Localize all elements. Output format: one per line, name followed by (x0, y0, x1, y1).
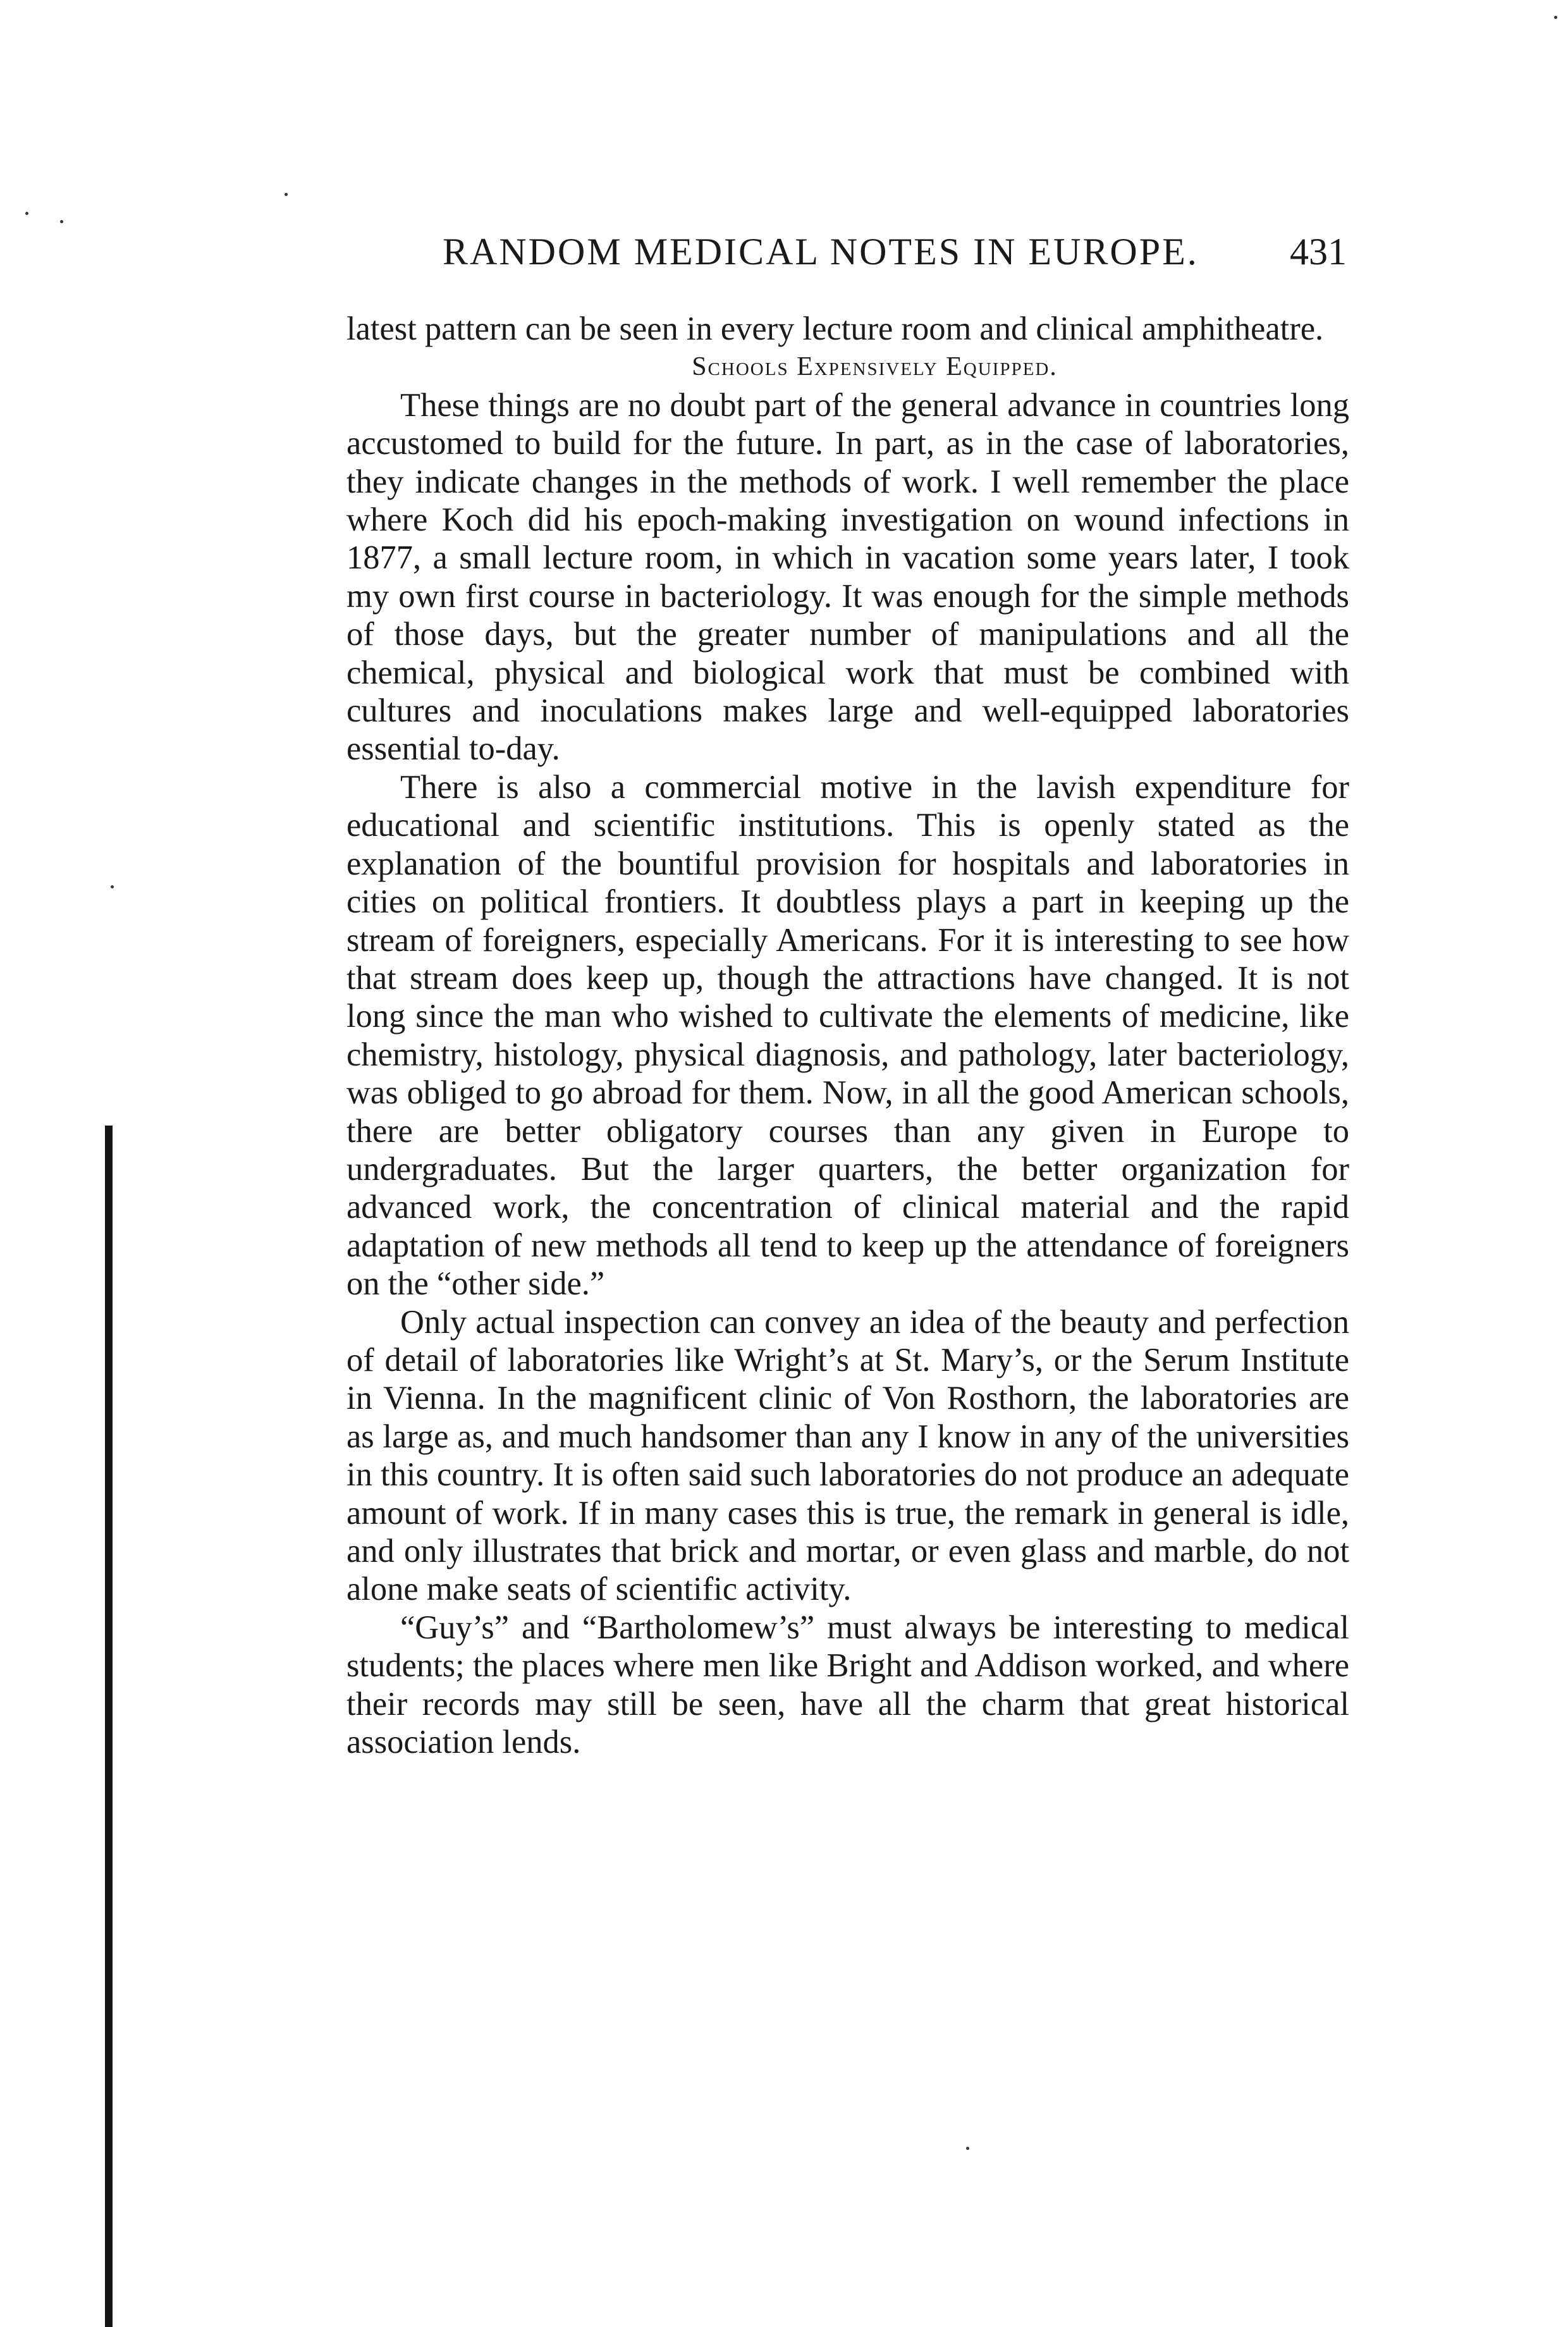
paragraph-guys-bartholomews: “Guy’s” and “Bartholomew’s” must always be interesting to medical students; the places where men like Bright and Addison worked, and where their records may still be seen, have all the charm that great historical association lends. (346, 1609, 1349, 1761)
page-number: 431 (1290, 231, 1347, 273)
paragraph-inspection: Only actual inspection can convey an idea of the beauty and perfection of detail of laboratories like Wright’s at St. Mary’s, or the Serum Institute in Vienna. In the magnificent clinic of Von Rosthorn, the laboratories are as large as, and much handsomer than any I know in any of the universities in this country. It is often said such laboratories do not produce an adequate amount of work. If in many cases this is true, the remark in general is idle, and only illustrates that brick and mortar, or even glass and marble, do not alone make seats of scientific activity. (346, 1303, 1349, 1608)
running-head-title: RANDOM MEDICAL NOTES IN EUROPE. (443, 231, 1199, 273)
body-text (346, 310, 1349, 1761)
paragraph-continued: latest pattern can be seen in every lecture room and clinical amphitheatre. (346, 310, 1324, 347)
paragraph-laboratories: These things are no doubt part of the general advance in countries long accustomed to build for the future. In part, as in the case of laboratories, they indicate changes in the methods of work. I well remember the place where Koch did his epoch-making investigation on wound infections in 1877, a small lecture room, in which in vacation some years later, I took my own first course in bacteriology. It was enough for the simple methods of those days, but the greater number of manipulations and all the chemical, physical and biological work that must be combined with cultures and inoculations makes large and well-equipped laboratories essential to-day. (346, 386, 1349, 768)
scan-speck (966, 2147, 969, 2150)
scan-speck (285, 193, 288, 196)
binding-edge-line (105, 1126, 113, 2327)
paragraph-commercial-motive: There is also a commercial motive in the lavish expenditure for educational and scientific institutions. This is openly stated as the explanation of the bountiful provision for hospitals and laboratories in cities on political frontiers. It doubtless plays a part in keeping up the stream of foreigners, especially Americans. For it is interesting to see how that stream does keep up, though the attractions have changed. It is not long since the man who wished to cultivate the elements of medicine, like chemistry, histology, physical diagnosis, and pathology, later bacteriology, was obliged to go abroad for them. Now, in all the good American schools, there are better obligatory courses than any given in Europe to undergraduates. But the larger quarters, the better organization for advanced work, the concentration of clinical material and the rapid adaptation of new methods all tend to keep up the attendance of foreigners on the “other side.” (346, 768, 1349, 1303)
section-heading: Schools Expensively Equipped. (692, 352, 1058, 382)
scan-speck (60, 220, 63, 223)
scan-speck (1554, 16, 1557, 19)
scan-speck (25, 212, 28, 215)
scan-speck (111, 885, 114, 888)
